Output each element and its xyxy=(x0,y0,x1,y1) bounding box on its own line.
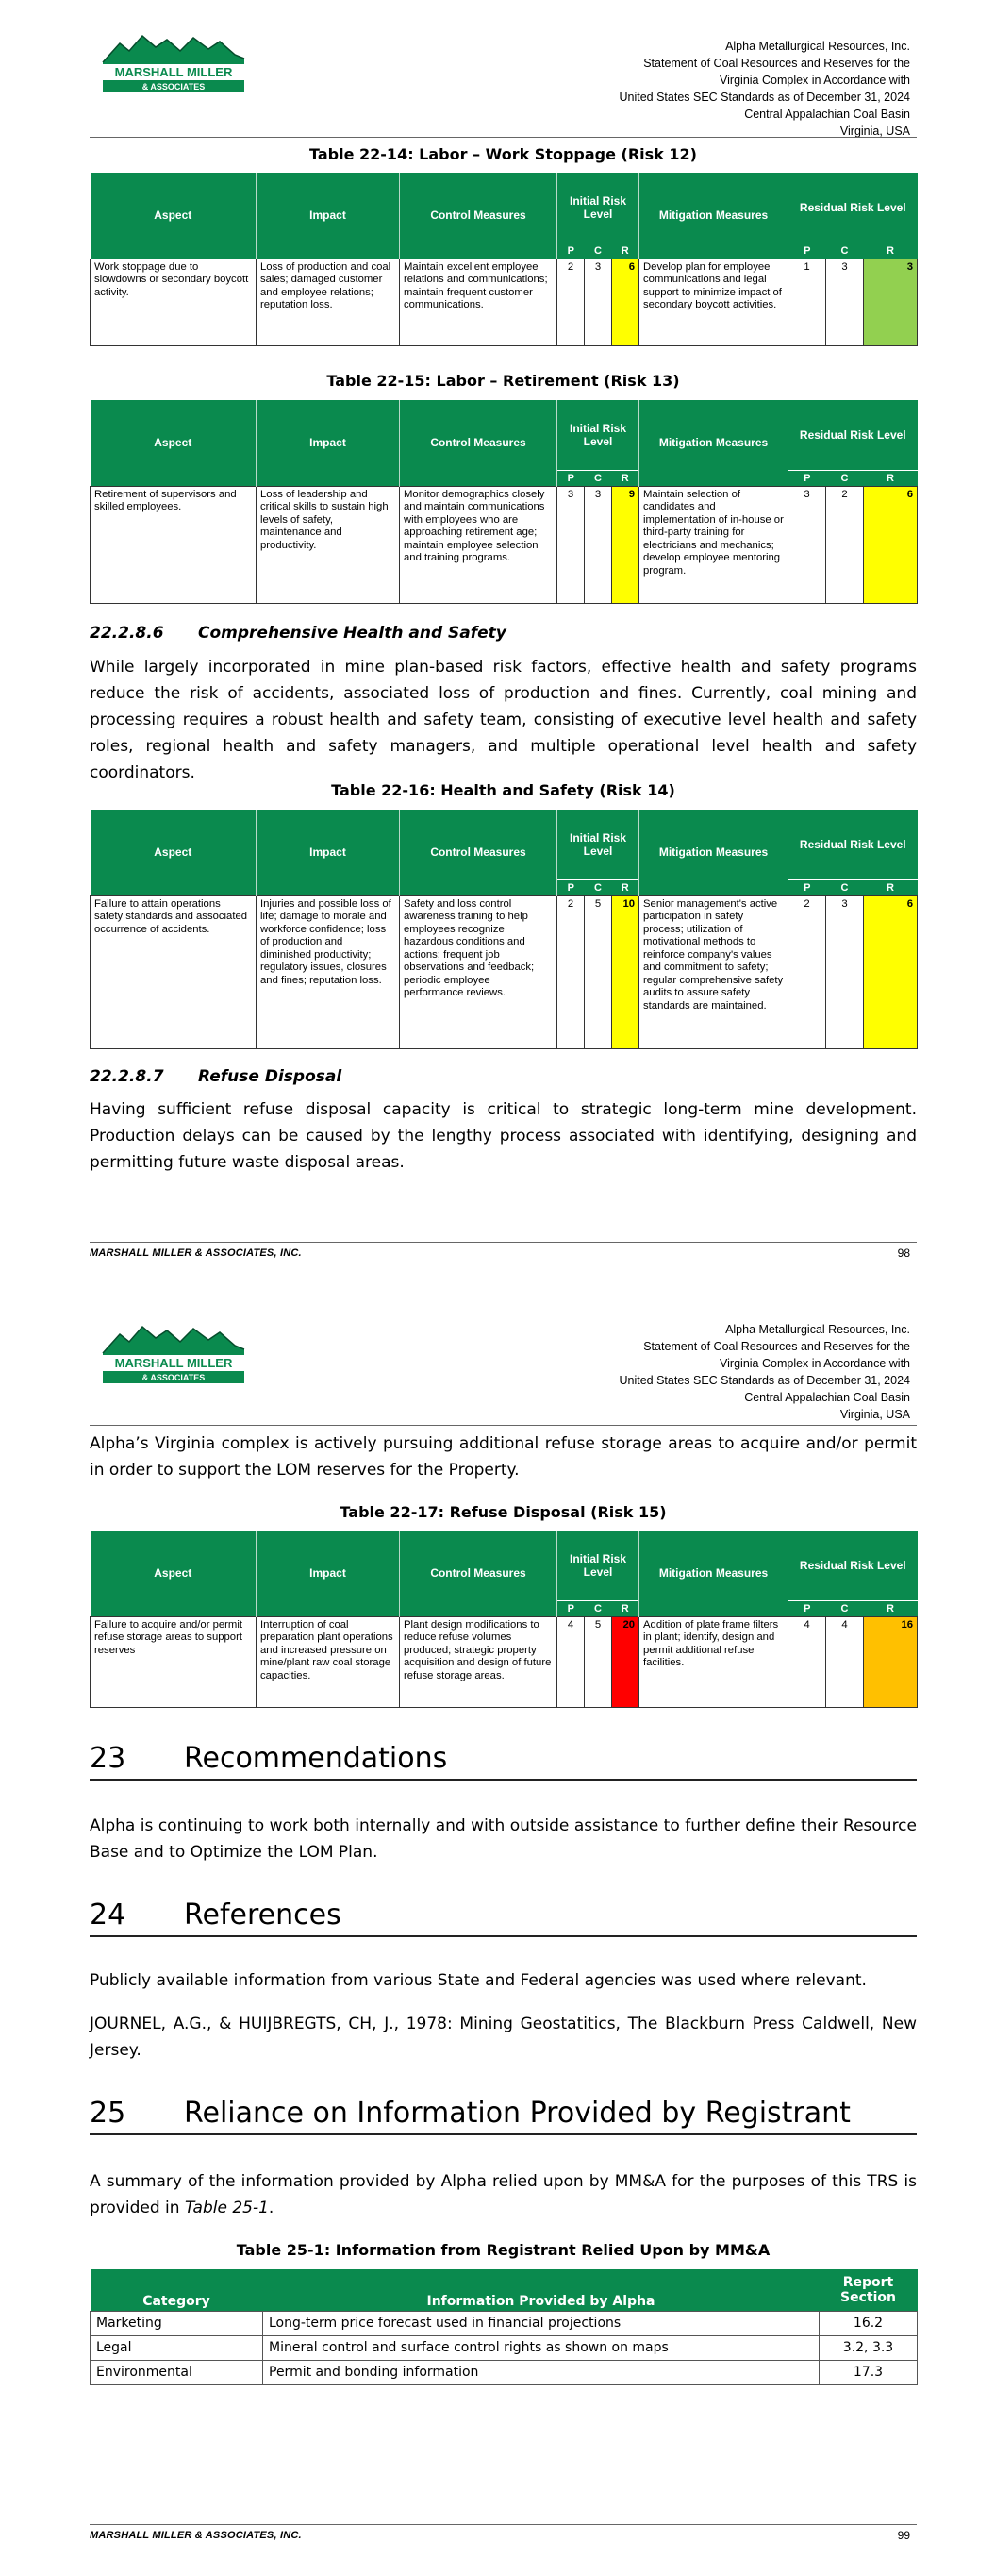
paragraph: Having sufficient refuse disposal capacity is critical to strategic long-term mine development. Production delays can be caused by the lengthy process associated with identifying, designing and permitting future waste disposal areas. xyxy=(90,1100,917,1172)
cell-initial-r: 20 xyxy=(612,1616,639,1707)
cell-initial-r: 10 xyxy=(612,895,639,1048)
info-table-25-1 xyxy=(90,2269,918,2385)
header-rule xyxy=(90,1425,917,1426)
paragraph: Publicly available information from various State and Federal agencies was used where relevant. xyxy=(90,1971,867,1990)
section-number: 22.2.8.7 xyxy=(90,1067,164,1086)
cell-control: Plant design modifications to reduce refuse volumes produced; strategic property acquisition and design of future refuse storage areas. xyxy=(400,1616,557,1707)
cell-control: Maintain excellent employee relations and communications; maintain frequent customer communications. xyxy=(400,259,557,345)
table-row xyxy=(91,2360,918,2384)
col-aspect: Aspect xyxy=(91,400,257,486)
section-number: 25 xyxy=(90,2097,126,2130)
col-aspect: Aspect xyxy=(91,810,257,895)
header-line: Central Appalachian Coal Basin xyxy=(744,108,910,121)
page-header xyxy=(619,1321,910,1423)
heading-25 xyxy=(90,2097,917,2135)
paragraph: JOURNEL, A.G., & HUIJBREGTS, CH, J., 1978: Mining Geostatitics, The Blackburn Press Caldwell, New Jersey. xyxy=(90,2015,917,2060)
col-initial-risk: Initial Risk Level xyxy=(557,1531,639,1600)
cell-initial-c: 5 xyxy=(585,1616,612,1707)
header-line: Virginia Complex in Accordance with xyxy=(720,1357,910,1370)
col-c: C xyxy=(826,1600,864,1616)
section-title: Recommendations xyxy=(184,1742,448,1775)
cell-residual-c: 4 xyxy=(826,1616,864,1707)
page-99 xyxy=(0,1321,995,2576)
cell-report-section: 16.2 xyxy=(820,2311,918,2335)
cell-report-section: 17.3 xyxy=(820,2360,918,2384)
col-category: Category xyxy=(91,2269,263,2311)
col-control: Control Measures xyxy=(400,810,557,895)
cell-mitigation: Maintain selection of candidates and implementation of in-house or third-party training for electricians and mechanics; develop employee mentoring program. xyxy=(639,486,788,603)
table-reference: Table 25-1 xyxy=(184,2199,269,2217)
col-information: Information Provided by Alpha xyxy=(263,2269,820,2311)
cell-impact: Loss of leadership and critical skills to sustain high levels of safety, maintenance and productivity. xyxy=(257,486,400,603)
svg-text:& ASSOCIATES: & ASSOCIATES xyxy=(141,1373,206,1382)
cell-aspect: Work stoppage due to slowdowns or secondary boycott activity. xyxy=(91,259,257,345)
cell-information: Long-term price forecast used in financial projections xyxy=(263,2311,820,2335)
cell-initial-p: 2 xyxy=(557,895,585,1048)
col-mitigation: Mitigation Measures xyxy=(639,810,788,895)
header-line: Central Appalachian Coal Basin xyxy=(744,1391,910,1404)
col-c: C xyxy=(826,470,864,486)
col-residual-risk: Residual Risk Level xyxy=(788,810,918,879)
cell-aspect: Failure to acquire and/or permit refuse storage areas to support reserves xyxy=(91,1616,257,1707)
page-number: 99 xyxy=(897,2529,910,2542)
col-report-section: Report Section xyxy=(820,2269,918,2311)
col-p: P xyxy=(788,879,826,895)
cell-residual-p: 1 xyxy=(788,259,826,345)
col-impact: Impact xyxy=(257,810,400,895)
col-r: R xyxy=(612,879,639,895)
col-aspect: Aspect xyxy=(91,1531,257,1616)
cell-category: Marketing xyxy=(91,2311,263,2335)
section-title: Refuse Disposal xyxy=(198,1067,342,1086)
header-line: United States SEC Standards as of December 31, 2024 xyxy=(619,91,910,104)
cell-residual-p: 3 xyxy=(788,486,826,603)
col-aspect: Aspect xyxy=(91,173,257,259)
cell-residual-c: 3 xyxy=(826,259,864,345)
paragraph: While largely incorporated in mine plan-based risk factors, effective health and safety programs reduce the risk of accidents, associated loss of production and fines. Currently, coal mining and processing requires a robust health and safety team, consisting of executive level health and safety roles, regional health and safety managers, and multiple operational level health and safety coordinators. xyxy=(90,658,917,782)
cell-initial-c: 3 xyxy=(585,486,612,603)
table-row xyxy=(91,1616,918,1707)
section-number: 22.2.8.6 xyxy=(90,624,164,643)
cell-impact: Interruption of coal preparation plant operations and increased pressure on mine/plant raw coal storage capacities. xyxy=(257,1616,400,1707)
cell-information: Permit and bonding information xyxy=(263,2360,820,2384)
footer-firm: MARSHALL MILLER & ASSOCIATES, INC. xyxy=(90,1247,302,1259)
cell-mitigation: Addition of plate frame filters in plant; identify, design and permit additional refuse facilities. xyxy=(639,1616,788,1707)
header-line: Statement of Coal Resources and Reserves for the xyxy=(643,1340,910,1353)
section-number: 23 xyxy=(90,1742,126,1775)
col-c: C xyxy=(585,879,612,895)
header-company: Alpha Metallurgical Resources, Inc. xyxy=(725,40,910,53)
col-r: R xyxy=(612,243,639,259)
col-control: Control Measures xyxy=(400,400,557,486)
cell-initial-p: 4 xyxy=(557,1616,585,1707)
cell-category: Environmental xyxy=(91,2360,263,2384)
col-mitigation: Mitigation Measures xyxy=(639,400,788,486)
col-residual-risk: Residual Risk Level xyxy=(788,400,918,470)
col-r: R xyxy=(612,1600,639,1616)
cell-residual-r: 3 xyxy=(864,259,918,345)
table-caption: Table 22-15: Labor – Retirement (Risk 13) xyxy=(326,372,680,390)
header-line: Virginia, USA xyxy=(839,1408,910,1421)
heading-23 xyxy=(90,1742,917,1781)
cell-impact: Injuries and possible loss of life; damage to morale and workforce confidence; loss of production and diminished productivity; regulatory issues, closures and fines; reputation loss. xyxy=(257,895,400,1048)
table-caption: Table 22-14: Labor – Work Stoppage (Risk 12) xyxy=(309,145,697,163)
page-header xyxy=(619,38,910,140)
cell-information: Mineral control and surface control rights as shown on maps xyxy=(263,2335,820,2360)
cell-aspect: Retirement of supervisors and skilled employees. xyxy=(91,486,257,603)
cell-report-section: 3.2, 3.3 xyxy=(820,2335,918,2360)
section-title: References xyxy=(184,1899,341,1932)
cell-aspect: Failure to attain operations safety standards and associated occurrence of accidents. xyxy=(91,895,257,1048)
col-c: C xyxy=(585,470,612,486)
col-p: P xyxy=(788,1600,826,1616)
header-line: United States SEC Standards as of December 31, 2024 xyxy=(619,1374,910,1387)
cell-control: Safety and loss control awareness training to help employees recognize hazardous conditions and actions; frequent job observations and feedback; periodic employee performance reviews. xyxy=(400,895,557,1048)
cell-residual-r: 6 xyxy=(864,895,918,1048)
header-line: Virginia Complex in Accordance with xyxy=(720,74,910,87)
col-c: C xyxy=(585,243,612,259)
col-initial-risk: Initial Risk Level xyxy=(557,400,639,470)
paragraph xyxy=(90,2168,917,2221)
col-r: R xyxy=(864,470,918,486)
header-line: Statement of Coal Resources and Reserves for the xyxy=(643,57,910,70)
svg-text:& ASSOCIATES: & ASSOCIATES xyxy=(141,82,206,92)
risk-table-22-17 xyxy=(90,1531,918,1708)
section-heading-22-2-8-6 xyxy=(90,624,506,643)
table-caption: Table 22-17: Refuse Disposal (Risk 15) xyxy=(340,1503,667,1521)
col-mitigation: Mitigation Measures xyxy=(639,173,788,259)
col-c: C xyxy=(826,879,864,895)
cell-initial-r: 9 xyxy=(612,486,639,603)
table-caption: Table 25-1: Information from Registrant Relied Upon by MM&A xyxy=(236,2241,771,2259)
table-row xyxy=(91,259,918,345)
footer-firm: MARSHALL MILLER & ASSOCIATES, INC. xyxy=(90,2530,302,2541)
table-row xyxy=(91,2311,918,2335)
cell-residual-c: 2 xyxy=(826,486,864,603)
col-r: R xyxy=(864,1600,918,1616)
col-control: Control Measures xyxy=(400,173,557,259)
cell-control: Monitor demographics closely and maintain communications with employees who are approaching retirement age; maintain employee selection and training programs. xyxy=(400,486,557,603)
cell-category: Legal xyxy=(91,2335,263,2360)
risk-table-22-16 xyxy=(90,810,918,1049)
col-initial-risk: Initial Risk Level xyxy=(557,810,639,879)
header-line: Virginia, USA xyxy=(839,125,910,138)
col-p: P xyxy=(557,243,585,259)
svg-text:MARSHALL MILLER: MARSHALL MILLER xyxy=(114,65,233,79)
cell-residual-c: 3 xyxy=(826,895,864,1048)
cell-impact: Loss of production and coal sales; damaged customer and employee relations; reputation loss. xyxy=(257,259,400,345)
cell-mitigation: Develop plan for employee communications and legal support to minimize impact of secondary boycott activities. xyxy=(639,259,788,345)
col-r: R xyxy=(612,470,639,486)
svg-text:MARSHALL MILLER: MARSHALL MILLER xyxy=(114,1356,233,1370)
cell-residual-p: 4 xyxy=(788,1616,826,1707)
col-r: R xyxy=(864,243,918,259)
cell-residual-r: 6 xyxy=(864,486,918,603)
col-p: P xyxy=(788,470,826,486)
heading-24 xyxy=(90,1899,917,1937)
paragraph: Alpha’s Virginia complex is actively pursuing additional refuse storage areas to acquire and/or permit in order to support the LOM reserves for the Property. xyxy=(90,1434,917,1480)
header-company: Alpha Metallurgical Resources, Inc. xyxy=(725,1323,910,1336)
footer-rule xyxy=(90,1242,917,1243)
cell-initial-c: 3 xyxy=(585,259,612,345)
cell-initial-c: 5 xyxy=(585,895,612,1048)
col-residual-risk: Residual Risk Level xyxy=(788,173,918,243)
col-impact: Impact xyxy=(257,173,400,259)
risk-table-22-15 xyxy=(90,400,918,604)
company-logo xyxy=(99,30,248,98)
col-impact: Impact xyxy=(257,1531,400,1616)
paragraph-text: A summary of the information provided by Alpha relied upon by MM&A for the purposes of this TRS is provided in xyxy=(90,2172,917,2217)
col-mitigation: Mitigation Measures xyxy=(639,1531,788,1616)
section-title: Comprehensive Health and Safety xyxy=(198,624,506,643)
col-initial-risk: Initial Risk Level xyxy=(557,173,639,243)
paragraph: Alpha is continuing to work both internally and with outside assistance to further define their Resource Base and to Optimize the LOM Plan. xyxy=(90,1816,917,1862)
cell-initial-p: 3 xyxy=(557,486,585,603)
cell-residual-p: 2 xyxy=(788,895,826,1048)
header-rule xyxy=(90,137,917,138)
table-row xyxy=(91,895,918,1048)
col-c: C xyxy=(826,243,864,259)
col-c: C xyxy=(585,1600,612,1616)
col-residual-risk: Residual Risk Level xyxy=(788,1531,918,1600)
table-row xyxy=(91,2335,918,2360)
table-caption: Table 22-16: Health and Safety (Risk 14) xyxy=(331,781,675,799)
col-p: P xyxy=(788,243,826,259)
col-impact: Impact xyxy=(257,400,400,486)
section-number: 24 xyxy=(90,1899,126,1932)
col-r: R xyxy=(864,879,918,895)
col-p: P xyxy=(557,470,585,486)
cell-mitigation: Senior management's active participation in safety process; utilization of motivational methods to reinforce company's values and commitment to safety; regular comprehensive safety audits to assure safety standards are maintained. xyxy=(639,895,788,1048)
footer-rule xyxy=(90,2524,917,2525)
section-heading-22-2-8-7 xyxy=(90,1067,341,1086)
cell-initial-p: 2 xyxy=(557,259,585,345)
cell-initial-r: 6 xyxy=(612,259,639,345)
section-title: Reliance on Information Provided by Registrant xyxy=(184,2097,851,2130)
cell-residual-r: 16 xyxy=(864,1616,918,1707)
company-logo xyxy=(99,1321,248,1389)
col-control: Control Measures xyxy=(400,1531,557,1616)
table-row xyxy=(91,486,918,603)
col-p: P xyxy=(557,1600,585,1616)
page-number: 98 xyxy=(897,1246,910,1260)
paragraph-text: . xyxy=(268,2199,274,2217)
risk-table-22-14 xyxy=(90,173,918,346)
col-p: P xyxy=(557,879,585,895)
